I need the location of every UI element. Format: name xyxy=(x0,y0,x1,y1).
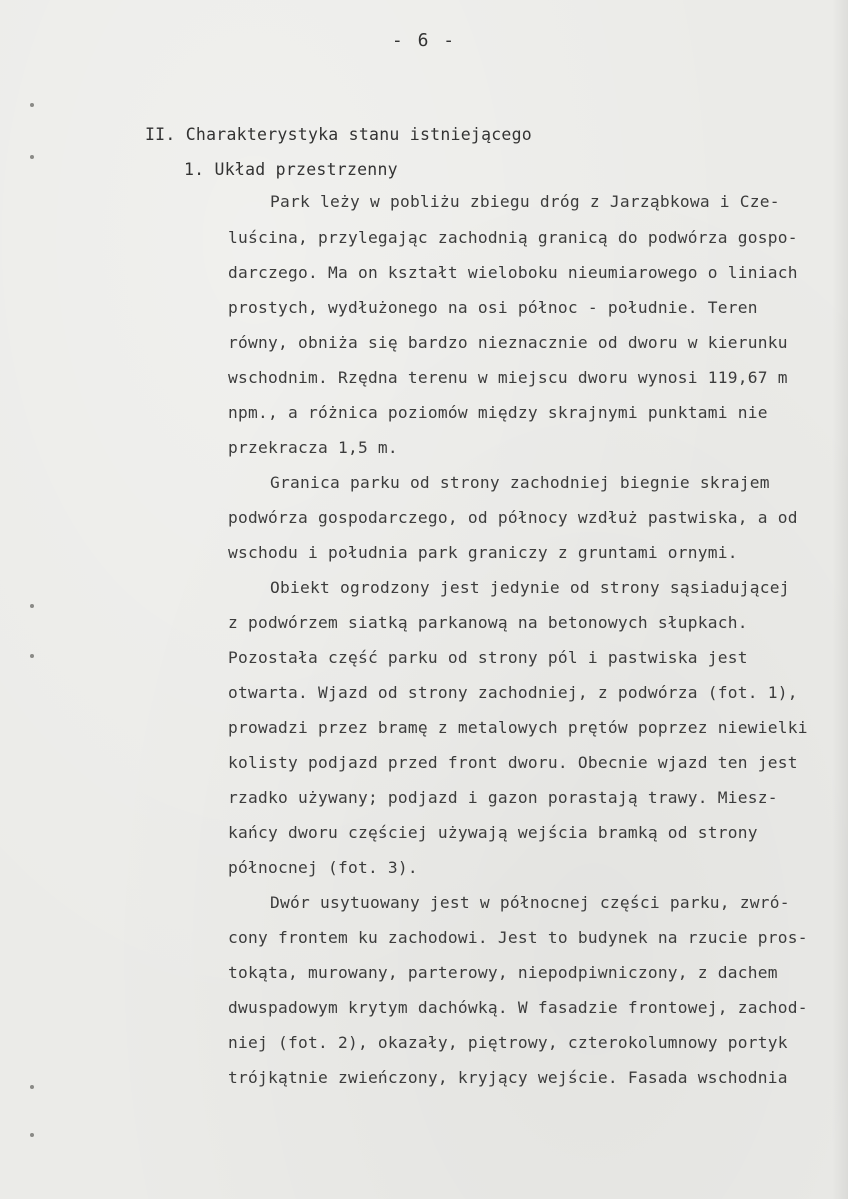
binder-hole-mark xyxy=(30,654,34,658)
text-line: wschodnim. Rzędna terenu w miejscu dworu wynosi 119,67 m xyxy=(228,368,788,387)
text-line: prowadzi przez bramę z metalowych prętów poprzez niewielki xyxy=(228,718,808,737)
text-line: kańcy dworu częściej używają wejścia bramką od strony xyxy=(228,823,758,842)
text-line: prostych, wydłużonego na osi północ - południe. Teren xyxy=(228,298,758,317)
text-line: przekracza 1,5 m. xyxy=(228,438,398,457)
binder-hole-mark xyxy=(30,1085,34,1089)
text-line: Obiekt ogrodzony jest jedynie od strony sąsiadującej xyxy=(270,578,790,597)
text-line: luścina, przylegając zachodnią granicą do podwórza gospo- xyxy=(228,228,798,247)
text-line: kolisty podjazd przed front dworu. Obecnie wjazd ten jest xyxy=(228,753,798,772)
text-line: Dwór usytuowany jest w północnej części parku, zwró- xyxy=(270,893,790,912)
text-line: podwórza gospodarczego, od północy wzdłuż pastwiska, a od xyxy=(228,508,798,527)
text-line: z podwórzem siatką parkanową na betonowych słupkach. xyxy=(228,613,748,632)
subsection-heading: 1. Układ przestrzenny xyxy=(184,160,398,179)
text-line: Granica parku od strony zachodniej biegnie skrajem xyxy=(270,473,770,492)
text-line: północnej (fot. 3). xyxy=(228,858,418,877)
text-line: trójkątnie zwieńczony, kryjący wejście. Fasada wschodnia xyxy=(228,1068,788,1087)
binder-hole-mark xyxy=(30,155,34,159)
text-line: wschodu i południa park graniczy z gruntami ornymi. xyxy=(228,543,738,562)
page-edge-shadow xyxy=(832,0,848,1199)
binder-hole-mark xyxy=(30,103,34,107)
page-number: - 6 - xyxy=(391,30,457,51)
text-line: równy, obniża się bardzo nieznacznie od dworu w kierunku xyxy=(228,333,788,352)
text-line: Pozostała część parku od strony pól i pastwiska jest xyxy=(228,648,748,667)
binder-hole-mark xyxy=(30,604,34,608)
text-line: darczego. Ma on kształt wieloboku nieumiarowego o liniach xyxy=(228,263,798,282)
text-line: cony frontem ku zachodowi. Jest to budynek na rzucie pros- xyxy=(228,928,808,947)
text-line: Park leży w pobliżu zbiegu dróg z Jarząbkowa i Cze- xyxy=(270,192,780,211)
section-heading: II. Charakterystyka stanu istniejącego xyxy=(145,125,532,144)
text-line: rzadko używany; podjazd i gazon porastają trawy. Miesz- xyxy=(228,788,778,807)
text-line: npm., a różnica poziomów między skrajnymi punktami nie xyxy=(228,403,768,422)
binder-hole-mark xyxy=(30,1133,34,1137)
text-line: niej (fot. 2), okazały, piętrowy, czterokolumnowy portyk xyxy=(228,1033,788,1052)
text-line: dwuspadowym krytym dachówką. W fasadzie frontowej, zachod- xyxy=(228,998,808,1017)
text-line: otwarta. Wjazd od strony zachodniej, z podwórza (fot. 1), xyxy=(228,683,798,702)
text-line: tokąta, murowany, parterowy, niepodpiwniczony, z dachem xyxy=(228,963,778,982)
